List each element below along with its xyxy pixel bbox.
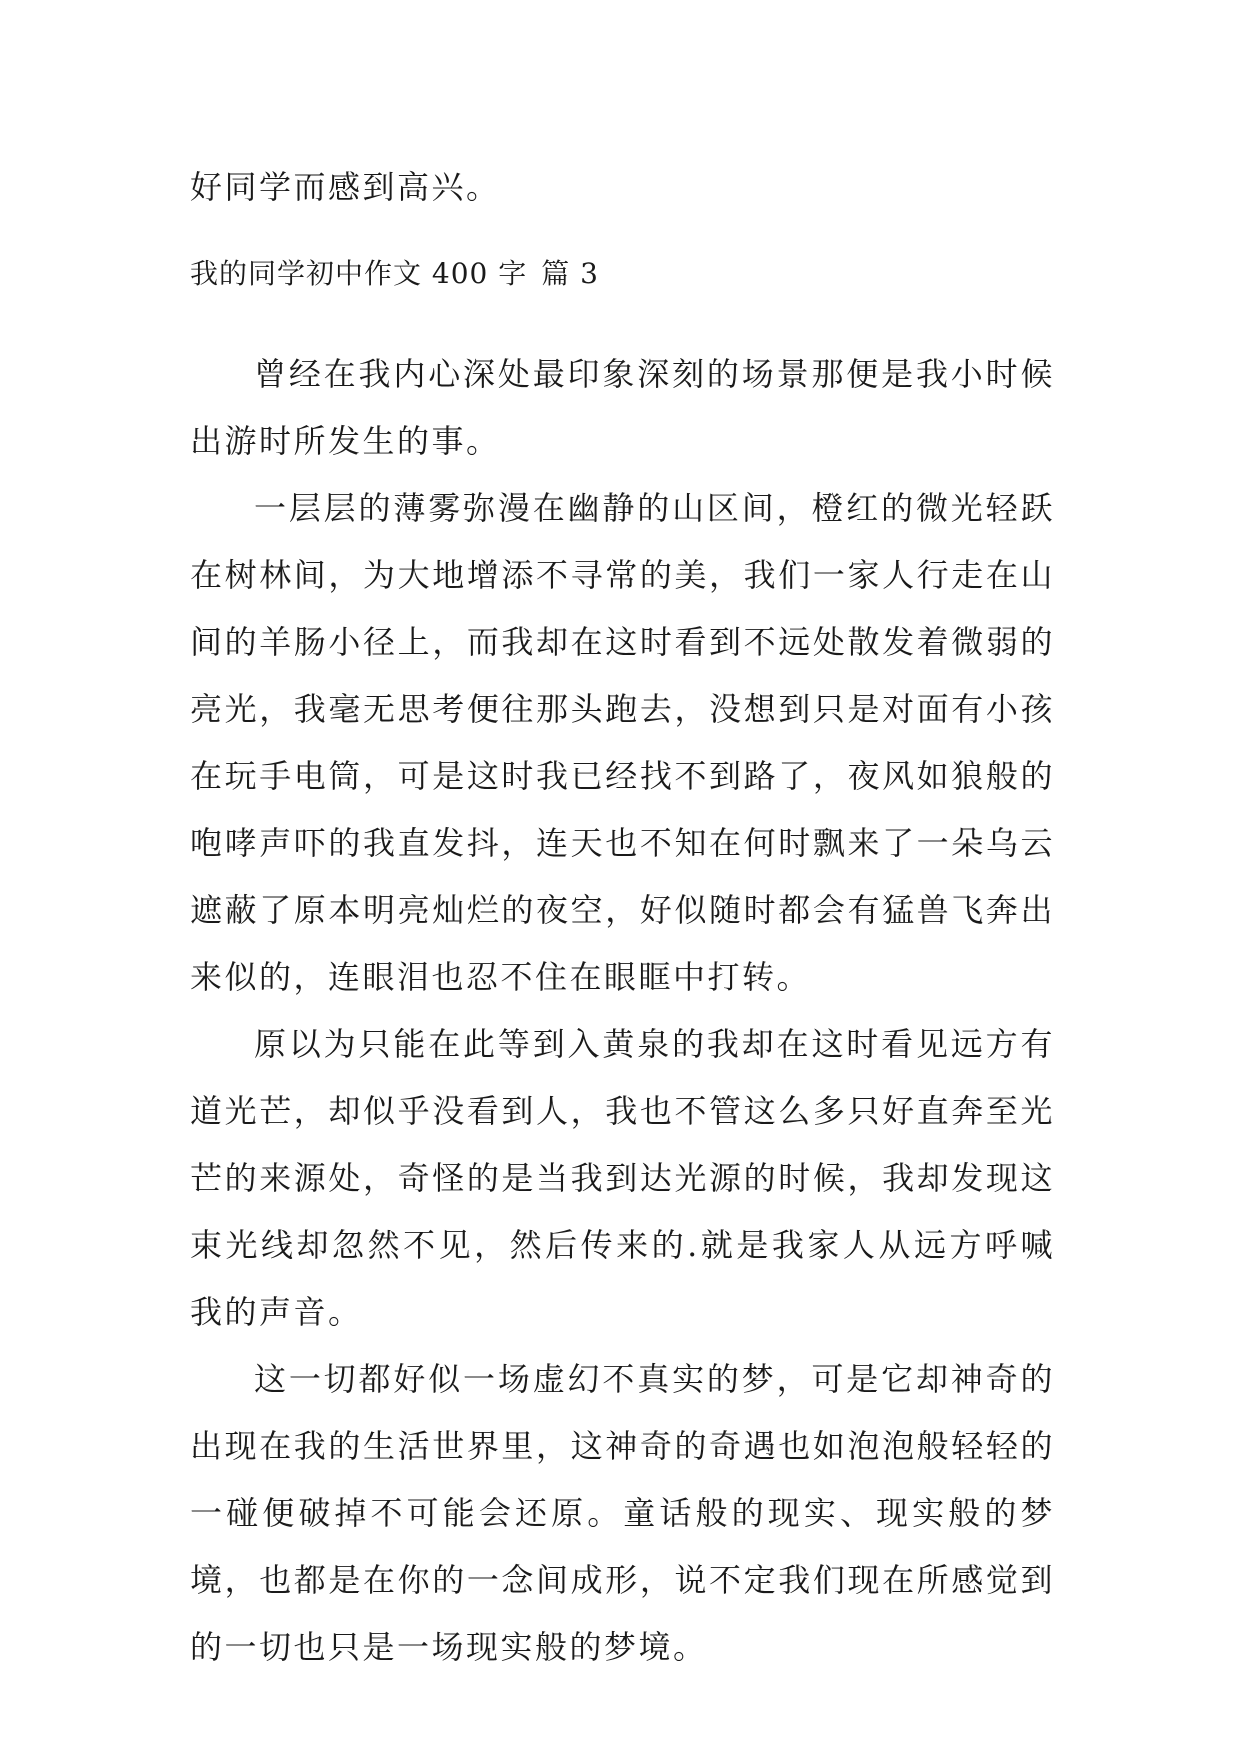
paragraph-1: 曾经在我内心深处最印象深刻的场景那便是我小时候出游时所发生的事。 bbox=[190, 355, 1055, 460]
article-body bbox=[190, 341, 1055, 1681]
section-heading bbox=[190, 254, 599, 294]
section-title: 我的同学初中作文 400 字 bbox=[190, 257, 528, 290]
paragraph-2: 一层层的薄雾弥漫在幽静的山区间，橙红的微光轻跃在树林间，为大地增添不寻常的美，我们一家人行走在山间的羊肠小径上，而我却在这时看到不远处散发着微弱的亮光，我毫无思考便往那头跑去，没想到只是对面有小孩在玩手电筒，可是这时我已经找不到路了，夜风如狼般的咆哮声吓的我直发抖，连天也不知在何时飘来了一朵乌云遮蔽了原本明亮灿烂的夜空，好似随时都会有猛兽飞奔出来似的，连眼泪也忍不住在眼眶中打转。 bbox=[190, 489, 1055, 996]
paragraph-3: 原以为只能在此等到入黄泉的我却在这时看见远方有道光芒，却似乎没看到人，我也不管这么多只好直奔至光芒的来源处，奇怪的是当我到达光源的时候，我却发现这束光线却忽然不见，然后传来的.就是我家人从远方呼喊我的声音。 bbox=[190, 1025, 1055, 1331]
paragraph-4: 这一切都好似一场虚幻不真实的梦，可是它却神奇的出现在我的生活世界里，这神奇的奇遇也如泡泡般轻轻的一碰便破掉不可能会还原。童话般的现实、现实般的梦境，也都是在你的一念间成形，说不定我们现在所感觉到的一切也只是一场现实般的梦境。 bbox=[190, 1360, 1055, 1666]
section-part-label: 篇 3 bbox=[541, 257, 599, 290]
continuation-text: 好同学而感到高兴。 bbox=[190, 168, 501, 206]
